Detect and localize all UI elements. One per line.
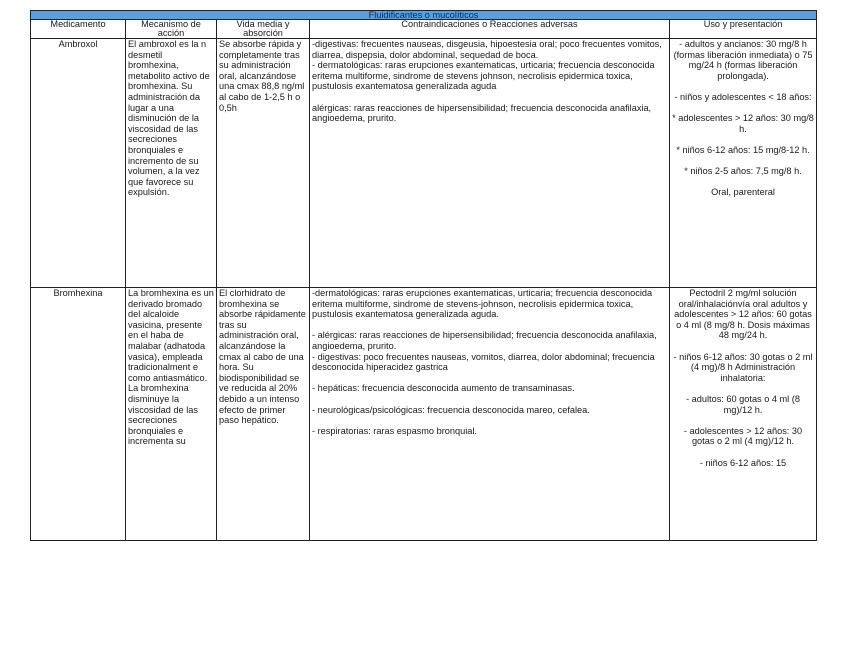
table-row (31, 39, 817, 288)
ci-item (312, 373, 667, 384)
uso-item: * niños 2-5 años: 7,5 mg/8 h. (684, 166, 802, 177)
uso-item (672, 134, 814, 145)
cell-uso (670, 288, 817, 541)
uso-item (672, 341, 814, 352)
uso-item (672, 81, 814, 92)
header-row (31, 20, 817, 39)
uso-item: - niños y adolescentes < 18 años: (674, 91, 812, 102)
header-vida-media: Vida media y absorción (217, 20, 310, 39)
header-contraindicaciones: Contraindicaciones o Reacciones adversas (310, 20, 670, 39)
table-row (31, 288, 817, 541)
table-title: Fluidificantes o mucolíticos (31, 11, 817, 20)
cell-medicamento: Ambroxol (31, 39, 126, 288)
ci-item: alérgicas: raras reacciones de hipersensibilidad; frecuencia desconocida anafilaxia, angioedema, prurito. (312, 102, 652, 124)
cell-vida-media: El clorhidrato de bromhexina se absorbe rápidamente tras su administración oral, alcanzándose la cmax al cabo de una hora. Su biodisponibilidad se ve reducida al 20% debido a un intenso efecto de primer paso hepático. (217, 288, 310, 541)
ci-item: - digestivas: poco frecuentes nauseas, vomitos, diarrea, dolor abdominal; frecuencia desconocida hiperacidez gastrica (312, 351, 655, 373)
cell-mecanismo: La bromhexina es un derivado bromado del alcaloide vasicina, presente en el haba de malabar (adhatoda vasica), empleada tradicionalment e como antiasmático. La bromhexina disminuye la viscosidad de las secreciones bronquiales e incrementa su (126, 288, 217, 541)
uso-item: * adolescentes > 12 años: 30 mg/8 h. (672, 113, 814, 134)
ci-item (312, 415, 667, 426)
header-medicamento: Medicamento (31, 20, 126, 39)
uso-item: - niños 6-12 años: 30 gotas o 2 ml (4 mg)/8 h Administración inhalatoria: (673, 351, 813, 383)
ci-item: - dermatológicas: raras erupciones exantematicas, urticaria; frecuencia desconocida eritema multiforme, sindrome de stevens johnson, necrolisis epidermica toxica, pustulosis exantematosa generalizada aguda (312, 60, 655, 92)
cell-vida-media: Se absorbe rápida y completamente tras su administración oral, alcanzándose una cmax 88,8 ng/ml al cabo de 1-2,5 h o 0,5h (217, 39, 310, 288)
uso-item: Pectodril 2 mg/ml solución oral/inhalaciónvía oral adultos y adolescentes > 12 años: 60 gotas o 4 ml (8 mg/8 h. Dosis máximas 48 mg/24 h. (674, 288, 812, 341)
ci-item: -digestivas: frecuentes nauseas, disgeusia, hipoestesia oral; poco frecuentes vomitos, diarrea, dispepsia, dolor abdominal, sequedad de boca. (312, 39, 662, 60)
uso-item (672, 177, 814, 188)
drug-table (30, 10, 817, 541)
uso-item (672, 156, 814, 167)
uso-item (672, 447, 814, 458)
uso-item (672, 383, 814, 394)
uso-item: - niños 6-12 años: 15 (699, 457, 787, 468)
ci-item: -dermatológicas: raras erupciones exantematicas, urticaria; frecuencia desconocida eritema multiforme, sindrome de stevens-johnson, necrolisis epidermica toxica, pustulosis exantematosa generalizada aguda. (312, 288, 653, 320)
header-uso: Uso y presentación (670, 20, 817, 39)
uso-item: Oral, parenteral (711, 187, 775, 198)
cell-contraindicaciones (310, 288, 670, 541)
ci-item: - respiratorias: raras espasmo bronquial. (312, 425, 477, 436)
uso-item: - adultos: 60 gotas o 4 ml (8 mg)/12 h. (686, 393, 800, 415)
cell-mecanismo: El ambroxol es la n desmetil bromhexina, metabolito activo de bromhexina. Su administración da lugar a una disminución de la viscosidad de las secreciones bronquiales e incremento de su volumen, a la vez que favorece su expulsión. (126, 39, 217, 288)
table-title-row (31, 11, 817, 20)
uso-item: - adultos y ancianos: 30 mg/8 h (formas liberación inmediata) o 75 mg/24 h (formas liberación prolongada). (673, 39, 813, 81)
header-mecanismo: Mecanismo de acción (126, 20, 217, 39)
cell-uso (670, 39, 817, 288)
ci-item: - alérgicas: raras reacciones de hipersensibilidad; frecuencia desconocida anafilaxia, angioedema, prurito. (312, 330, 657, 351)
uso-item (672, 103, 814, 114)
ci-item (312, 394, 667, 405)
uso-item: * niños 6-12 años: 15 mg/8-12 h. (676, 144, 810, 155)
cell-contraindicaciones (310, 39, 670, 288)
ci-item: - hepáticas: frecuencia desconocida aumento de transaminasas. (312, 383, 575, 394)
ci-item (312, 320, 667, 331)
ci-item (312, 92, 667, 103)
uso-item (672, 415, 814, 426)
ci-item: - neurológicas/psicológicas: frecuencia desconocida mareo, cefalea. (312, 404, 590, 415)
uso-item: - adolescentes > 12 años: 30 gotas o 2 ml (4 mg)/12 h. (683, 425, 803, 447)
cell-medicamento: Bromhexina (31, 288, 126, 541)
